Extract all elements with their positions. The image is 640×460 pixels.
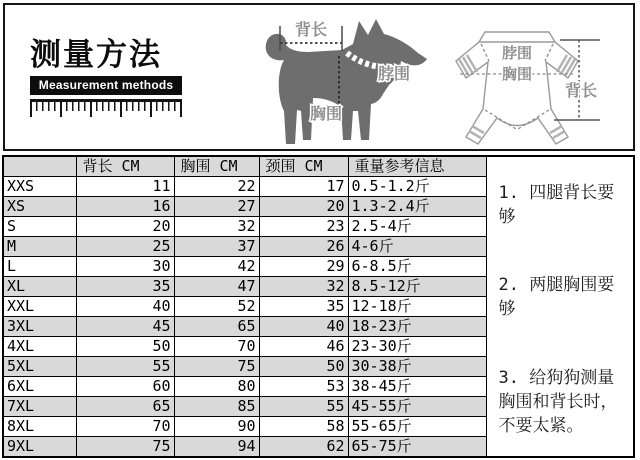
ruler-icon (30, 99, 182, 119)
garment-neck-label: 脖围 (501, 44, 533, 62)
chest-cm-cell: 70 (174, 337, 259, 357)
back-cm-cell: 20 (76, 217, 174, 237)
back-cm-cell: 25 (76, 237, 174, 257)
neck-cm-cell: 26 (259, 237, 348, 257)
chest-cm-cell: 94 (174, 437, 259, 458)
weight-cell: 55-65斤 (348, 417, 486, 437)
size-cell: M (3, 237, 76, 257)
back-cm-cell: 60 (76, 377, 174, 397)
weight-cell: 18-23斤 (348, 317, 486, 337)
size-cell: 8XL (3, 417, 76, 437)
size-cell: XL (3, 277, 76, 297)
weight-cell: 23-30斤 (348, 337, 486, 357)
chest-cm-cell: 42 (174, 257, 259, 277)
back-cm-cell: 30 (76, 257, 174, 277)
neck-cm-cell: 53 (259, 377, 348, 397)
column-header: 重量参考信息 (348, 156, 486, 177)
size-cell: XXS (3, 177, 76, 197)
neck-cm-cell: 23 (259, 217, 348, 237)
column-header: 胸围 CM (174, 156, 259, 177)
page-subtitle: Measurement methods (30, 76, 182, 95)
title-block (30, 39, 182, 119)
neck-cm-cell: 35 (259, 297, 348, 317)
size-cell: 5XL (3, 357, 76, 377)
size-chart-table (2, 155, 635, 458)
size-cell: XXL (3, 297, 76, 317)
chest-cm-cell: 37 (174, 237, 259, 257)
neck-cm-cell: 20 (259, 197, 348, 217)
chest-cm-cell: 65 (174, 317, 259, 337)
page-title: 测量方法 (30, 37, 162, 73)
weight-cell: 4-6斤 (348, 237, 486, 257)
neck-cm-cell: 40 (259, 317, 348, 337)
weight-cell: 12-18斤 (348, 297, 486, 317)
dog-back-label: 背长 (294, 20, 328, 39)
chest-cm-cell: 85 (174, 397, 259, 417)
neck-cm-cell: 50 (259, 357, 348, 377)
weight-cell: 0.5-1.2斤 (348, 177, 486, 197)
chest-cm-cell: 52 (174, 297, 259, 317)
weight-cell: 6-8.5斤 (348, 257, 486, 277)
chest-cm-cell: 27 (174, 197, 259, 217)
note-item: 3. 给狗狗测量胸围和背长时，不要太紧。 (498, 367, 618, 436)
size-cell: XS (3, 197, 76, 217)
weight-cell: 30-38斤 (348, 357, 486, 377)
neck-cm-cell: 17 (259, 177, 348, 197)
dog-neck-label: 脖围 (378, 64, 411, 83)
back-cm-cell: 40 (76, 297, 174, 317)
chest-cm-cell: 90 (174, 417, 259, 437)
back-cm-cell: 75 (76, 437, 174, 458)
size-cell: 6XL (3, 377, 76, 397)
neck-cm-cell: 29 (259, 257, 348, 277)
chest-cm-cell: 75 (174, 357, 259, 377)
weight-cell: 2.5-4斤 (348, 217, 486, 237)
column-header: 颈围 CM (259, 156, 348, 177)
note-item: 1. 四腿背长要够 (498, 183, 615, 228)
back-cm-cell: 65 (76, 397, 174, 417)
dog-measurement-diagram (220, 12, 435, 148)
notes-panel (486, 156, 634, 457)
garment-measurement-diagram (452, 17, 637, 149)
weight-cell: 65-75斤 (348, 437, 486, 458)
garment-chest-label: 胸围 (501, 65, 533, 83)
size-cell: S (3, 217, 76, 237)
column-header (3, 156, 76, 177)
size-cell: 9XL (3, 437, 76, 458)
chest-cm-cell: 32 (174, 217, 259, 237)
weight-cell: 45-55斤 (348, 397, 486, 417)
size-cell: 3XL (3, 317, 76, 337)
table-header-row (3, 156, 634, 177)
back-cm-cell: 11 (76, 177, 174, 197)
weight-cell: 38-45斤 (348, 377, 486, 397)
neck-cm-cell: 55 (259, 397, 348, 417)
neck-cm-cell: 32 (259, 277, 348, 297)
size-cell: L (3, 257, 76, 277)
weight-cell: 1.3-2.4斤 (348, 197, 486, 217)
neck-cm-cell: 62 (259, 437, 348, 458)
back-cm-cell: 16 (76, 197, 174, 217)
chest-cm-cell: 22 (174, 177, 259, 197)
garment-back-label: 背长 (564, 81, 598, 100)
back-cm-cell: 35 (76, 277, 174, 297)
size-cell: 7XL (3, 397, 76, 417)
neck-cm-cell: 58 (259, 417, 348, 437)
back-cm-cell: 70 (76, 417, 174, 437)
neck-cm-cell: 46 (259, 337, 348, 357)
weight-cell: 8.5-12斤 (348, 277, 486, 297)
size-cell: 4XL (3, 337, 76, 357)
back-cm-cell: 50 (76, 337, 174, 357)
back-cm-cell: 45 (76, 317, 174, 337)
column-header: 背长 CM (76, 156, 174, 177)
measurement-methods-panel (3, 3, 635, 151)
note-item: 2. 两腿胸围要够 (498, 275, 615, 320)
chest-cm-cell: 80 (174, 377, 259, 397)
chest-cm-cell: 47 (174, 277, 259, 297)
dog-chest-label: 胸围 (309, 104, 343, 123)
back-cm-cell: 55 (76, 357, 174, 377)
